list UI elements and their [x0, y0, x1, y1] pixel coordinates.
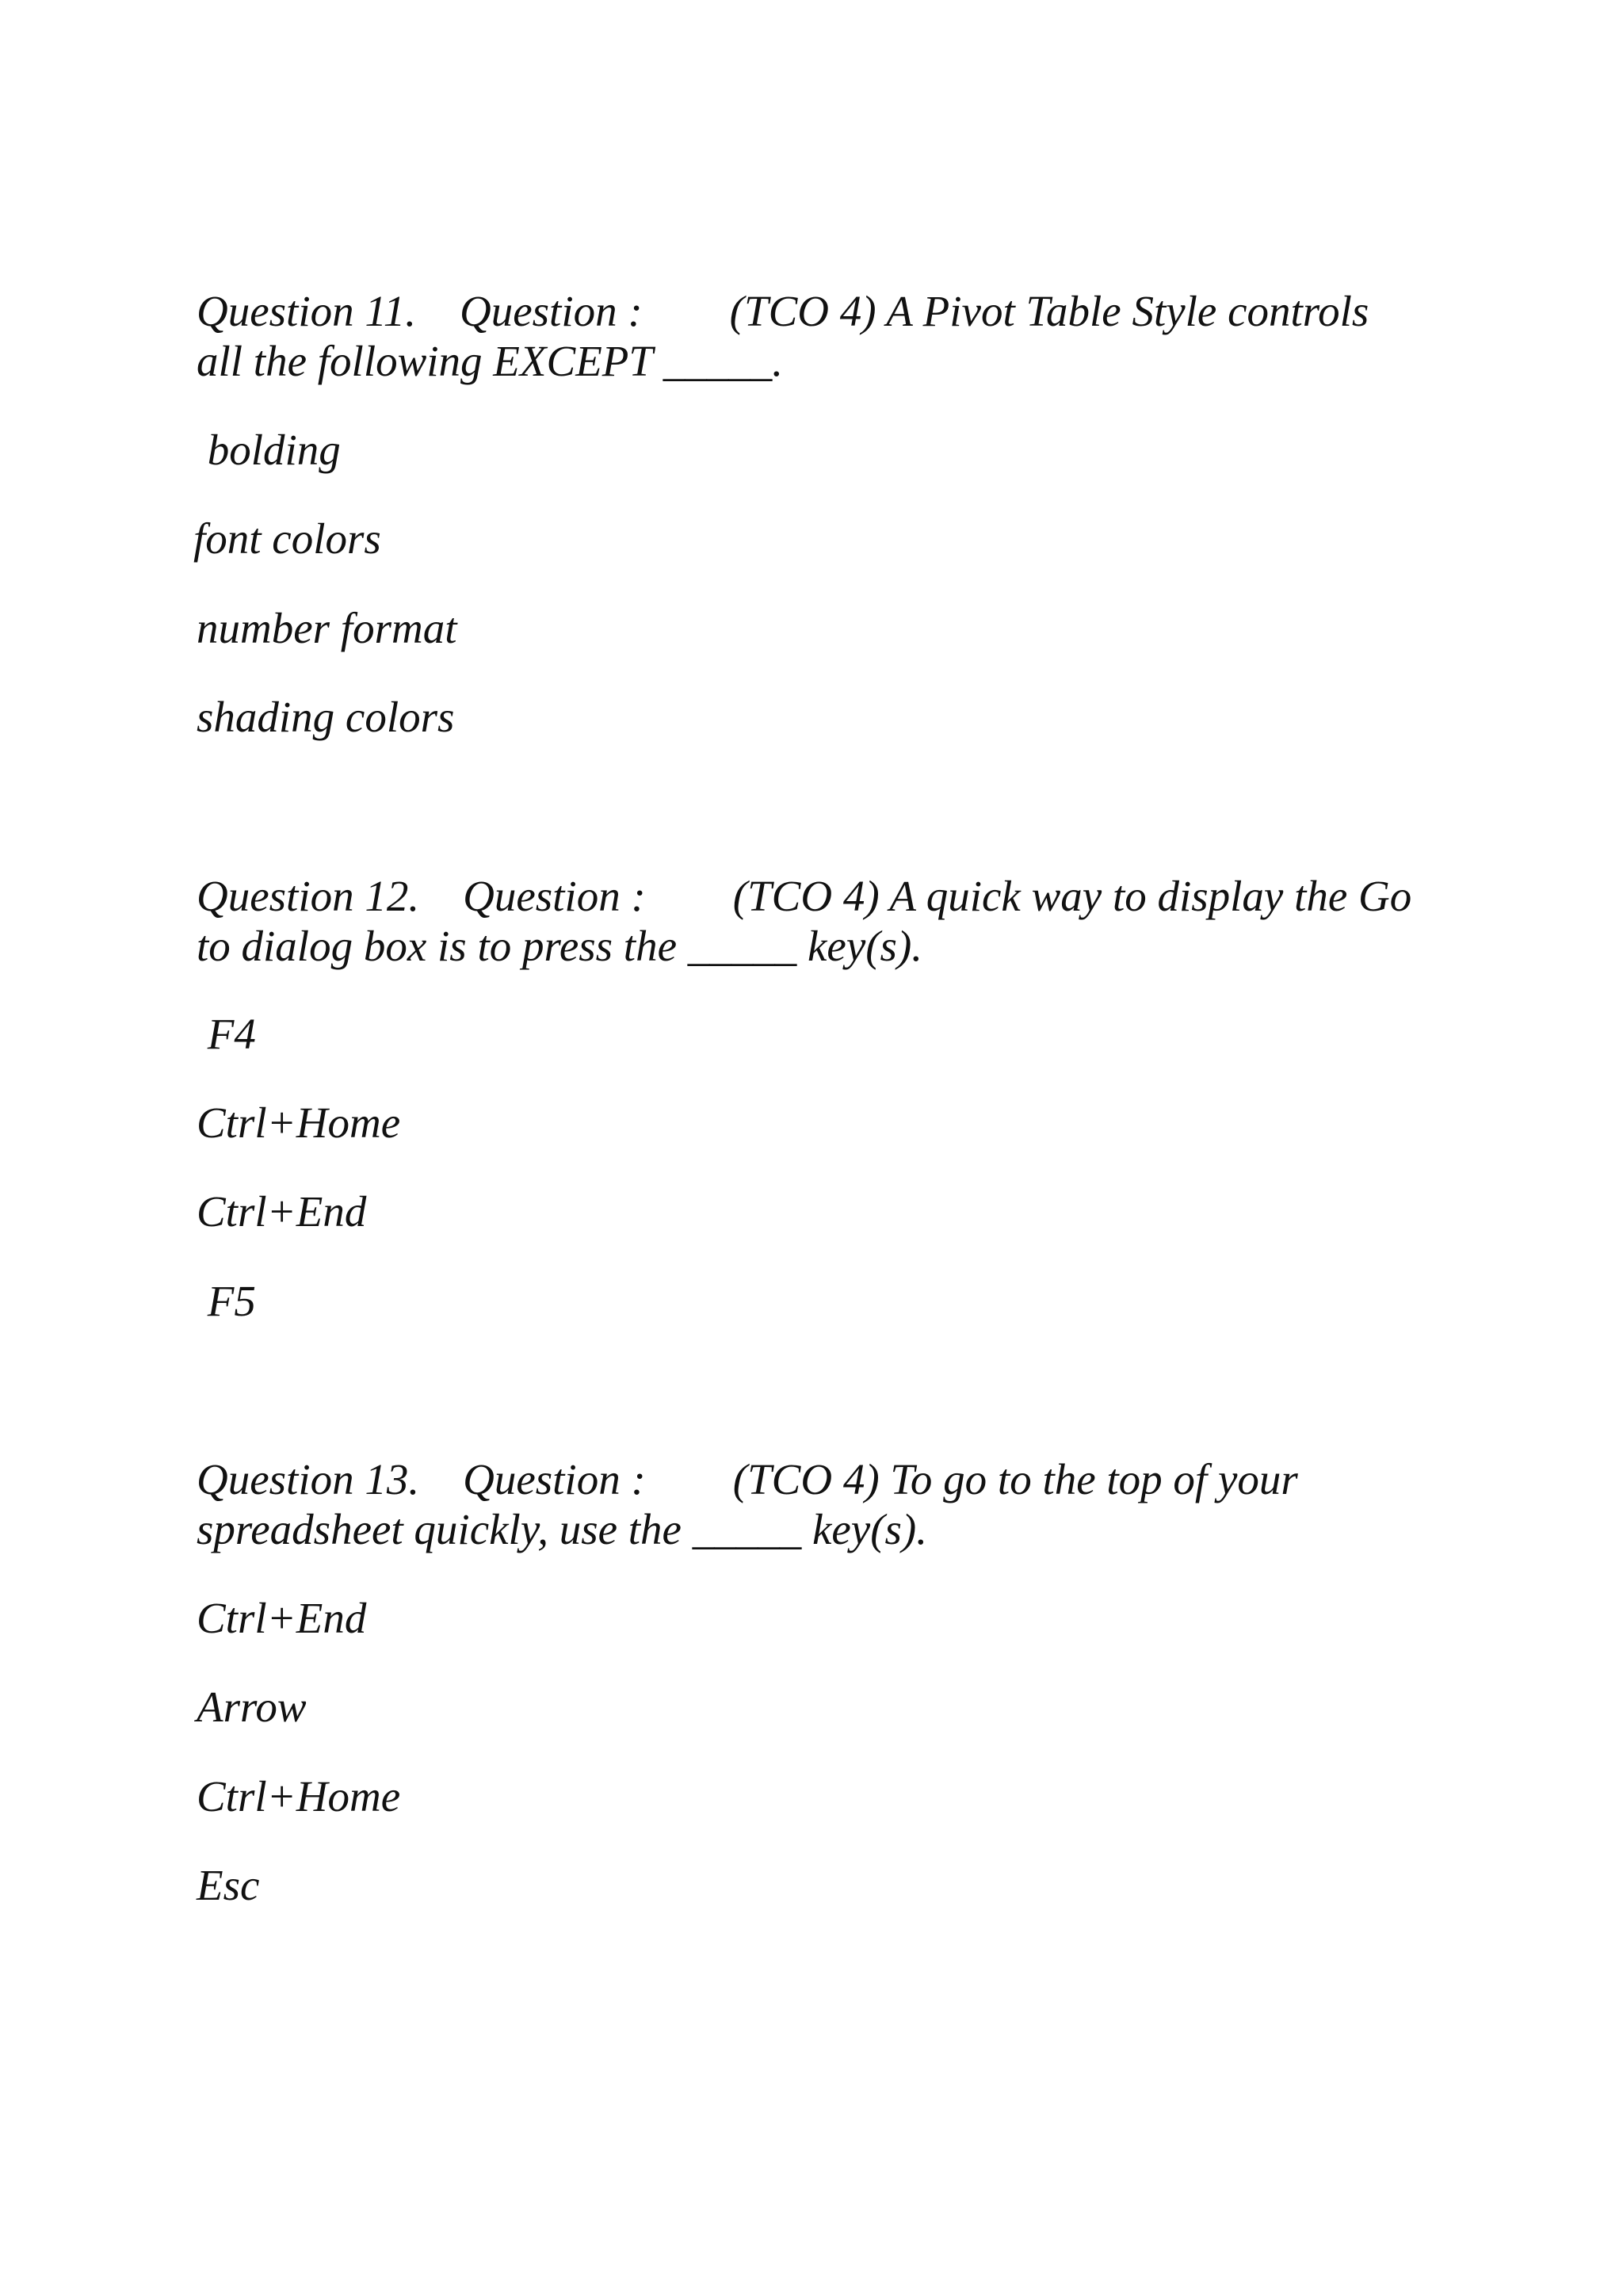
question-13-option-3: Ctrl+Home: [197, 1772, 401, 1820]
question-11-option-4: shading colors: [197, 693, 455, 741]
question-12-line-1: Question 12. Question : (TCO 4) A quick way to display the Go: [197, 872, 1412, 920]
question-11-line-2: all the following EXCEPT _____.: [197, 337, 783, 385]
question-12-option-4: F5: [197, 1277, 256, 1325]
question-13-option-4: Esc: [197, 1861, 260, 1909]
question-13-line-2: spreadsheet quickly, use the _____ key(s).: [197, 1505, 927, 1553]
question-11-option-1: bolding: [197, 426, 341, 474]
question-13-line-1: Question 13. Question : (TCO 4) To go to the top of your: [197, 1455, 1298, 1503]
question-11-line-1: Question 11. Question : (TCO 4) A Pivot Table Style controls: [197, 287, 1369, 335]
question-12-option-1: F4: [197, 1010, 256, 1058]
question-13-option-2: Arrow: [197, 1683, 307, 1731]
question-12-option-3: Ctrl+End: [197, 1187, 367, 1236]
question-11-option-3: number format: [197, 604, 457, 652]
question-12-line-2: to dialog box is to press the _____ key(s).: [197, 922, 923, 970]
question-12-option-2: Ctrl+Home: [197, 1098, 401, 1147]
question-13-option-1: Ctrl+End: [197, 1594, 367, 1642]
question-11-option-2: font colors: [193, 514, 381, 563]
